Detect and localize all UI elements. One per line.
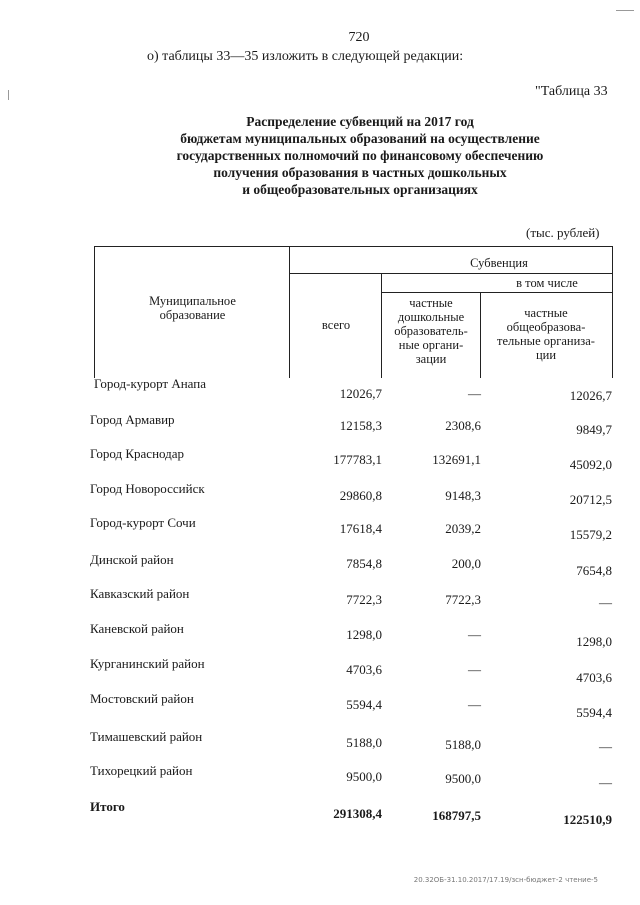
row-preschool: 132691,1 [432,452,481,467]
total-general: 122510,9 [563,812,612,827]
table-title-line: и общеобразовательных организациях [242,182,478,197]
row-total: 1298,0 [346,627,382,642]
header-municipality-line: Муниципальное [149,294,236,308]
row-general: 20712,5 [569,492,612,507]
header-line-total [289,246,290,378]
row-total: 5188,0 [346,735,382,750]
header-general-line: частные [524,306,568,320]
row-municipality: Город-курорт Сочи [90,515,196,530]
header-preschool [383,296,479,366]
row-general: — [599,595,612,610]
header-general-line: ции [535,348,557,362]
row-general: 9849,7 [576,422,612,437]
row-general: 4703,6 [576,670,612,685]
row-general: 7654,8 [576,563,612,578]
row-preschool: — [468,627,481,642]
header-municipality [100,294,285,322]
row-total: 7722,3 [346,592,382,607]
total-sum: 291308,4 [333,806,382,821]
row-preschool: — [468,662,481,677]
header-preschool-line: дошкольные [397,310,465,324]
header-including: в том числе [516,276,578,290]
row-municipality: Мостовский район [90,691,194,706]
row-municipality: Город Краснодар [90,446,185,461]
row-preschool: 7722,3 [445,592,481,607]
header-preschool-line: зации [415,352,447,366]
row-total: 12158,3 [339,418,382,433]
header-left-line [94,246,95,378]
row-preschool: 2308,6 [445,418,481,433]
row-preschool: 5188,0 [445,737,481,752]
table-title-line: получения образования в частных дошкольных [213,165,507,180]
intro-text: о) таблицы 33—35 изложить в следующей редакции: [147,49,464,64]
header-total: всего [321,318,351,332]
row-general: 5594,4 [576,705,612,720]
scan-mark [616,10,634,11]
row-preschool: 200,0 [451,556,481,571]
row-preschool: 9148,3 [445,488,481,503]
total-preschool: 168797,5 [432,808,481,823]
row-municipality: Каневской район [90,621,184,636]
row-general: 1298,0 [576,634,612,649]
row-preschool: — [468,386,481,401]
row-general: 45092,0 [569,457,612,472]
row-municipality: Тимашевский район [90,729,203,744]
table-title-line: государственных полномочий по финансовому обеспечению [176,148,544,163]
row-preschool: 2039,2 [445,521,481,536]
row-total: 7854,8 [346,556,382,571]
total-label: Итого [90,799,125,814]
row-municipality: Кавказский район [90,586,190,601]
row-municipality: Город Новороссийск [90,481,205,496]
row-total: 177783,1 [333,452,382,467]
header-general-line: тельные организа- [497,334,595,348]
row-municipality: Тихорецкий район [90,763,193,778]
row-municipality: Город Армавир [90,412,175,427]
table-title-line: Распределение субвенций на 2017 год [246,114,474,129]
header-line-including [381,292,612,293]
header-right-line [612,246,613,378]
row-total: 17618,4 [339,521,382,536]
header-general-line: общеобразова- [506,320,586,334]
header-municipality-line: образование [159,308,226,322]
header-line-subvention [289,273,612,274]
header-preschool-line: образователь- [394,324,468,338]
header-subvention: Субвенция [470,256,528,270]
table-title-line: бюджетам муниципальных образований на осуществление [180,131,540,146]
row-total: 29860,8 [339,488,382,503]
row-general: — [599,739,612,754]
row-general: 12026,7 [569,388,612,403]
header-top-line [94,246,612,247]
row-total: 12026,7 [339,386,382,401]
footer-filename: 20.32ОБ-31.10.2017/17.19/зсн-бюджет-2 чтение-5 [413,876,598,884]
table-label: "Таблица 33 [535,84,608,99]
row-total: 5594,4 [346,697,382,712]
header-preschool-line: частные [409,296,453,310]
row-total: 9500,0 [346,769,382,784]
row-municipality: Город-курорт Анапа [94,376,207,391]
row-preschool: — [468,697,481,712]
row-municipality: Курганинский район [90,656,205,671]
row-general: — [599,775,612,790]
row-total: 4703,6 [346,662,382,677]
units-label: (тыс. рублей) [526,225,600,240]
header-line-preschool [381,273,382,378]
row-municipality: Динской район [90,552,174,567]
header-line-general [480,292,481,378]
row-preschool: 9500,0 [445,771,481,786]
scan-mark [8,90,9,100]
header-preschool-line: ные органи- [398,338,464,352]
row-general: 15579,2 [569,527,612,542]
page-number: 720 [348,30,370,45]
header-general [482,306,610,362]
